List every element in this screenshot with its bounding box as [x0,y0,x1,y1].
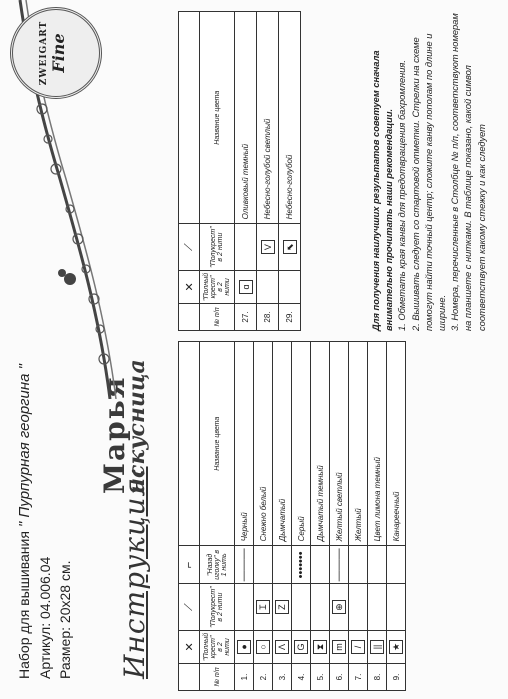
full-cross-icon: ✕ [179,270,200,303]
half-cross-symbol [257,224,279,271]
symbol-box: ⬉ [283,240,297,254]
row-number: 8. [368,664,387,691]
size-value: 20х28 см. [57,560,73,624]
table-row [311,342,330,691]
symbol-box: ⧗ [313,640,327,654]
symbol-box: || [370,640,384,654]
kit-header [14,364,75,679]
backstitch-symbol [387,546,406,584]
row-number: 5. [311,664,330,691]
table-row [257,12,279,331]
zweigart-seal [10,7,102,99]
row-number: 2. [254,664,273,691]
color-name: Оливковый темный [235,12,257,224]
symbol-box: V [261,240,275,254]
article-label: Артикул: [37,622,53,679]
table-row [254,342,273,691]
icon-row [179,12,200,331]
full-cross-symbol [235,630,254,663]
row-number: 7. [349,664,368,691]
table-row [235,342,254,691]
blank-cell [179,342,200,546]
half-cross-symbol [235,584,254,631]
color-name: Серый [292,342,311,546]
col-num: № п/п [200,664,235,691]
table-row [330,342,349,691]
col-num: № п/п [200,304,235,331]
brand-line2: искусница [124,359,150,494]
half-cross-symbol [279,224,301,271]
table-row [292,342,311,691]
row-number: 27. [235,304,257,331]
symbol-box: / [351,640,365,654]
backstitch-symbol: ——— [330,546,349,584]
table-row [235,12,257,331]
col-backstitch: "Назад иголку" в 1 нить [200,546,235,584]
row-number: 28. [257,304,279,331]
table-row [368,342,387,691]
article-value: 04.006.04 [37,556,53,620]
color-name: Канареечный [387,342,406,546]
backstitch-symbol: ••••••• [292,546,311,584]
full-cross-symbol [387,630,406,663]
backstitch-symbol [311,546,330,584]
table-row [349,342,368,691]
half-cross-symbol [273,584,292,631]
row-number: 29. [279,304,301,331]
half-cross-symbol [292,584,311,631]
size-label: Размер: [57,626,73,679]
full-cross-symbol [235,270,257,303]
full-cross-symbol [257,270,279,303]
full-cross-icon: ✕ [179,630,200,663]
backstitch-symbol [273,546,292,584]
recommendations-intro: Для получения наилучших результатов советуем сначала внимательно прочитать наши рекомендации. [371,50,395,331]
half-cross-symbol [368,584,387,631]
color-name: Дымчатый темный [311,342,330,546]
full-cross-symbol [349,630,368,663]
color-name: Желтый [349,342,368,546]
backstitch-symbol: ——— [235,546,254,584]
half-cross-symbol [330,584,349,631]
kit-title: " Пурпурная георгина " [16,364,33,528]
half-cross-symbol [349,584,368,631]
symbol-box: G [294,640,308,654]
instruction-title: Инструкция: [118,466,151,679]
full-cross-symbol [254,630,273,663]
symbol-box: ⊕ [332,600,346,614]
half-cross-symbol [311,584,330,631]
backstitch-icon: ⌐ [179,546,200,584]
symbol-box: ★ [389,640,403,654]
symbol-box: Λ [275,640,289,654]
recommendation-item-2: 2. Вышивать следует со стартовой отметки. Стрелки на схеме помогут найти точный центр; сложите канву пополам по длине и ширине. [410,33,448,331]
color-name: Желтый светлый [330,342,349,546]
color-name: Дымчатый [273,342,292,546]
full-cross-symbol [279,270,301,303]
blank-cell [179,664,200,691]
full-cross-symbol [311,630,330,663]
color-name: Небесно-голубой [279,12,301,224]
blank-cell [179,12,200,224]
symbol-box: ɑ [239,280,253,294]
col-half-cross: "Полукрест" в 2 нити [200,224,235,271]
backstitch-symbol [349,546,368,584]
icon-row [179,342,200,691]
symbol-box: ○ [256,640,270,654]
full-cross-symbol [292,630,311,663]
color-name: Небесно-голубой светлый [257,12,279,224]
table-row [279,12,301,331]
half-cross-symbol [387,584,406,631]
col-color-name: Название цвета [200,12,235,224]
blank-cell [179,304,200,331]
symbol-box: ● [237,640,251,654]
row-number: 3. [273,664,292,691]
half-cross-symbol [235,224,257,271]
backstitch-symbol [368,546,387,584]
col-half-cross: "Полукрест" в 2 нити [200,584,235,631]
row-number: 9. [387,664,406,691]
header-row [200,342,235,691]
half-cross-icon: ⟋ [179,224,200,271]
row-number: 4. [292,664,311,691]
full-cross-symbol [368,630,387,663]
kit-label: Набор для вышивания [16,531,32,679]
half-cross-symbol [254,584,273,631]
color-table-1 [178,341,406,691]
row-number: 6. [330,664,349,691]
half-cross-icon: ⟋ [179,584,200,631]
color-name: Черный [235,342,254,546]
col-full-cross: "Полный крест" в 2 нити [200,270,235,303]
full-cross-symbol [273,630,292,663]
color-table-2 [178,11,301,331]
col-full-cross: "Полный крест" в 2 нити [200,630,235,663]
recommendation-item-1: 1. Обметать края канвы для предотвращения бахромления. [397,60,408,331]
seal-line2: Fine [49,33,68,73]
symbol-box: m [332,640,346,654]
color-name: Снежно белый [254,342,273,546]
recommendations [370,9,489,331]
header-row [200,12,235,331]
symbol-box: Z [275,600,289,614]
col-color-name: Название цвета [200,342,235,546]
table-row [387,342,406,691]
color-name: Цвет лимона темный [368,342,387,546]
brand-line1: Марья [98,375,131,494]
backstitch-symbol [254,546,273,584]
full-cross-symbol [330,630,349,663]
table-row [273,342,292,691]
row-number: 1. [235,664,254,691]
recommendation-item-3: 3. Номера, перечисленные в Столбце № п/п, соответствуют номерам на планшете с нитками. В таблице показано, какой символ соответствует какому стежку и как следует [450,13,487,331]
seal-line1: ZWEIGART [39,20,49,86]
symbol-box: Ɪ [256,600,270,614]
